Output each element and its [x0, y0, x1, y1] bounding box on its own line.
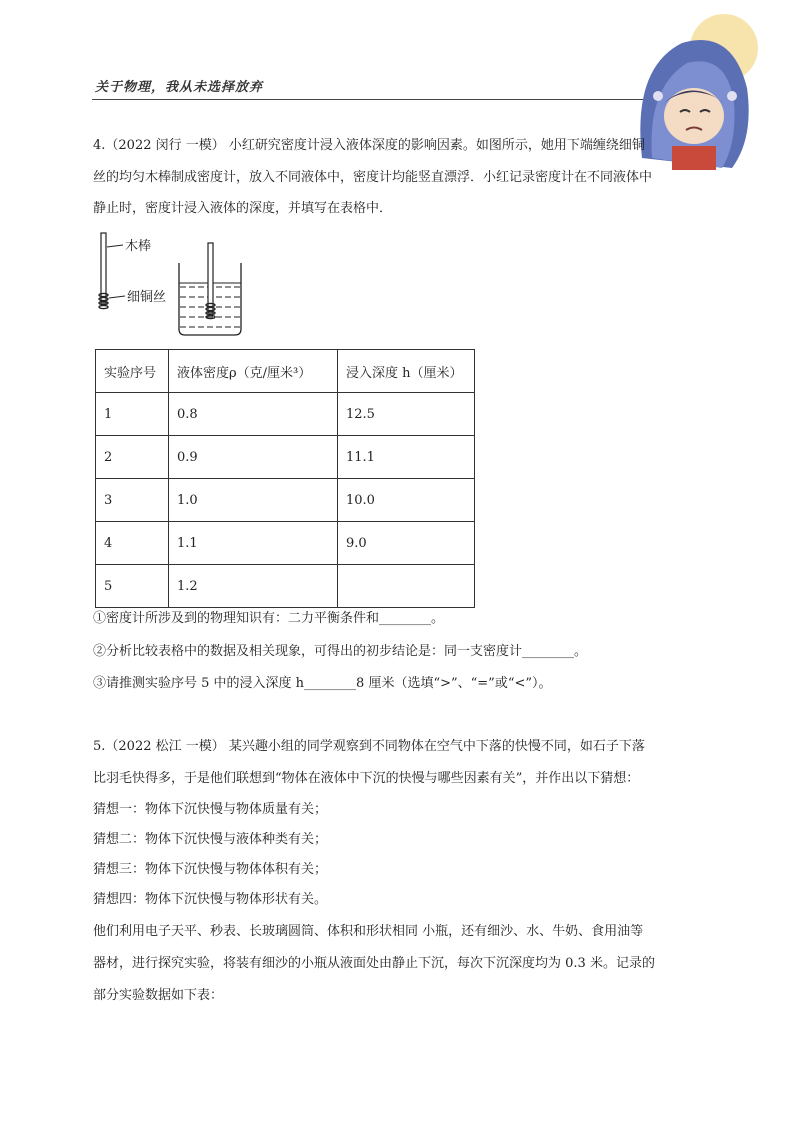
header-motto: 关于物理，我从未选择放弃 [95, 79, 264, 94]
header-immersion-depth: 浸入深度 h（厘米） [338, 350, 475, 393]
q5-guess-3: 猜想三：物体下沉快慢与物体体积有关； [93, 862, 328, 877]
table-header-row [96, 350, 475, 393]
q4-line-2: 丝的均匀木棒制成密度计，放入不同液体中，密度计均能竖直漂浮．小红记录密度计在不同液体中 [93, 170, 653, 185]
cell-depth: 9.0 [338, 522, 475, 565]
q4-subquestion-3: ③请推测实验序号 5 中的浸入深度 h________8 厘米（选填“>”、“=”或“<”）。 [93, 676, 552, 691]
q5-line-1: 5.（2022 松江 一模） 某兴趣小组的同学观察到不同物体在空气中下落的快慢不同，如石子下落 [93, 739, 645, 754]
densimeter-in-liquid [208, 243, 213, 313]
q5-line-5: 部分实验数据如下表： [93, 988, 224, 1003]
table-row [96, 565, 475, 608]
cell-trial: 3 [96, 479, 169, 522]
q4-line-1: 4.（2022 闵行 一模） 小红研究密度计浸入液体深度的影响因素。如图所示，她用下端缠绕细铜 [93, 138, 645, 153]
cell-density: 1.2 [169, 565, 338, 608]
q5-guess-4: 猜想四：物体下沉快慢与物体形状有关。 [93, 892, 328, 907]
q5-guess-1: 猜想一：物体下沉快慢与物体质量有关； [93, 802, 328, 817]
copper-wire-coil [99, 293, 108, 308]
cell-depth: 10.0 [338, 479, 475, 522]
cell-trial: 2 [96, 436, 169, 479]
table-row [96, 522, 475, 565]
label-wooden-rod: 木棒 [125, 239, 152, 254]
q5-line-4: 器材，进行探究实验，将装有细沙的小瓶从液面处由静止下沉，每次下沉深度均为 0.3 米。记录的 [93, 956, 655, 971]
cell-depth [338, 565, 475, 608]
header-liquid-density: 液体密度ρ（克/厘米³） [169, 350, 338, 393]
cell-density: 0.8 [169, 393, 338, 436]
cell-depth: 12.5 [338, 393, 475, 436]
cell-trial: 4 [96, 522, 169, 565]
header-trial-number: 实验序号 [96, 350, 169, 393]
cell-trial: 1 [96, 393, 169, 436]
q5-line-2: 比羽毛快得多，于是他们联想到“物体在液体中下沉的快慢与哪些因素有关”，并作出以下猜想： [93, 771, 640, 786]
table-row [96, 393, 475, 436]
densimeter-diagram [93, 225, 283, 345]
label-copper-wire: 细铜丝 [127, 290, 167, 305]
cell-depth: 11.1 [338, 436, 475, 479]
cell-trial: 5 [96, 565, 169, 608]
q4-subquestion-1: ①密度计所涉及到的物理知识有：二力平衡条件和________。 [93, 611, 445, 626]
cell-density: 1.1 [169, 522, 338, 565]
wooden-rod [101, 233, 106, 303]
table-row [96, 436, 475, 479]
q5-guess-2: 猜想二：物体下沉快慢与液体种类有关； [93, 832, 328, 847]
q4-subquestion-2: ②分析比较表格中的数据及相关现象，可得出的初步结论是：同一支密度计________。 [93, 644, 588, 659]
q4-line-3: 静止时，密度计浸入液体的深度，并填写在表格中． [93, 201, 393, 216]
cell-density: 1.0 [169, 479, 338, 522]
q5-line-3: 他们利用电子天平、秒表、长玻璃圆筒、体积和形状相同 小瓶，还有细沙、水、牛奶、食用油等 [93, 924, 644, 939]
cell-density: 0.9 [169, 436, 338, 479]
table-row [96, 479, 475, 522]
q4-data-table [95, 349, 475, 608]
